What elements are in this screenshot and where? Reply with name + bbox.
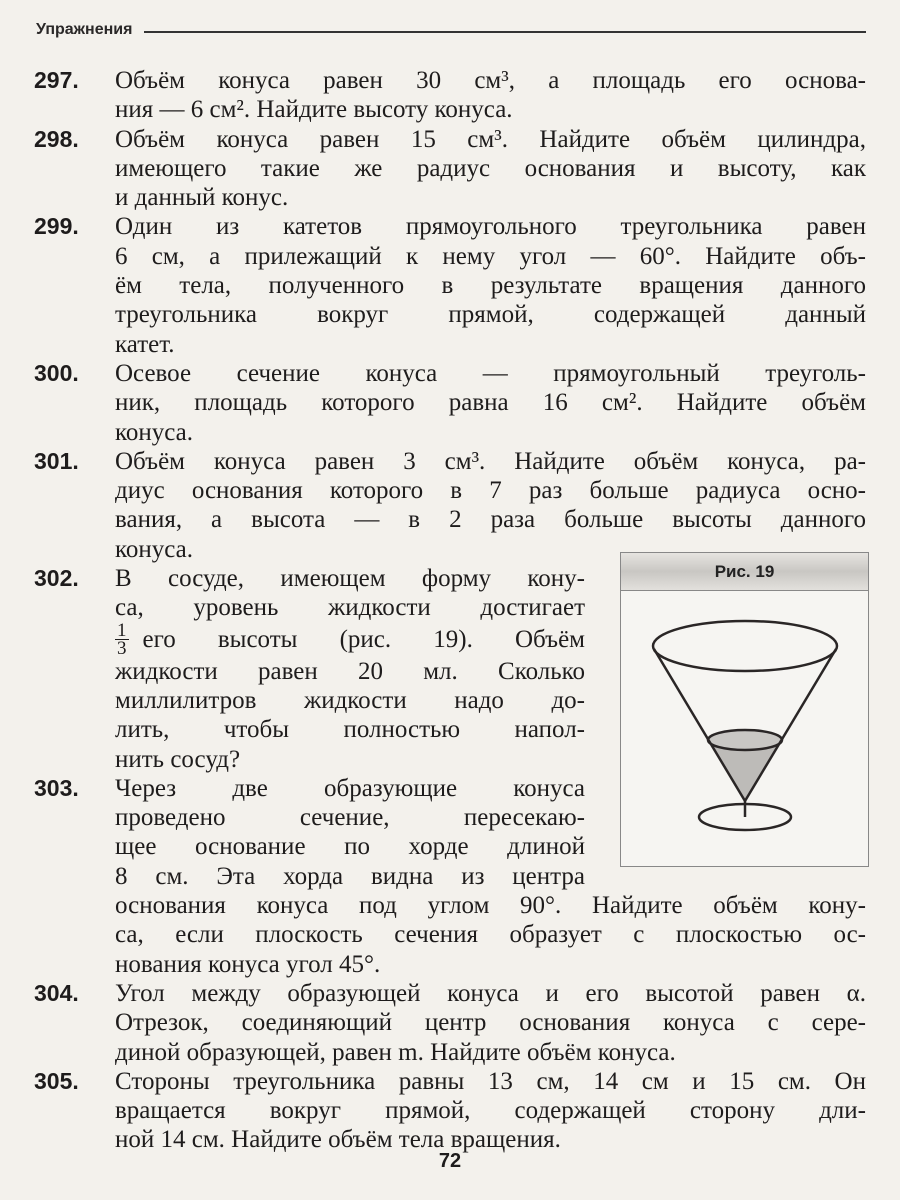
exercise-298 [34, 125, 866, 213]
exercise-line: Объём конуса равен 3 см³. Найдите объём конуса, ра- [115, 447, 866, 475]
exercise-line: са, если плоскость сечения образует с плоскостью ос- [115, 921, 866, 949]
exercise-line: и данный конус. [115, 184, 289, 212]
exercise-number: 300. [34, 359, 79, 386]
exercise-line: ём тела, полученного в результате вращения данного [115, 272, 866, 300]
exercise-297 [34, 66, 866, 125]
exercise-line: имеющего такие же радиус основания и высоту, как [115, 154, 866, 182]
cone-top-rim [653, 621, 837, 671]
exercise-line: Осевое сечение конуса — прямоугольный треуголь- [115, 359, 866, 387]
exercise-line: катет. [115, 330, 175, 358]
fraction-numerator: 1 [117, 620, 127, 642]
exercise-line: 6 см, а прилежащий к нему угол — 60°. Найдите объ- [115, 242, 866, 270]
exercise-line: ния — 6 см². Найдите высоту конуса. [115, 96, 513, 124]
exercise-line: треугольника вокруг прямой, содержащей данный [115, 301, 866, 329]
exercise-line: Один из катетов прямоугольного треугольника равен [115, 213, 866, 241]
exercise-number: 302. [34, 565, 79, 592]
exercise-line: основания конуса под углом 90°. Найдите объём кону- [115, 892, 866, 920]
exercise-line: щее основание по хорде длиной [115, 833, 585, 861]
liquid-surface [708, 730, 782, 750]
exercise-number: 297. [34, 67, 79, 93]
running-header [36, 18, 866, 42]
exercise-line: диной образующей, равен m. Найдите объём конуса. [115, 1038, 676, 1066]
line-text: его высоты (рис. 19). Объём [142, 625, 585, 653]
exercise-number: 303. [34, 774, 79, 801]
exercise-line: нования конуса угол 45°. [115, 950, 381, 978]
figure-caption: Рис. 19 [621, 553, 868, 591]
exercise-line: Стороны треугольника равны 13 см, 14 см и 15 см. Он [115, 1067, 866, 1095]
exercise-line: Через две образующие конуса [115, 774, 585, 802]
exercise-line: В сосуде, имеющем форму кону- [115, 565, 585, 593]
exercise-305 [34, 1067, 866, 1155]
exercise-line: диус основания которого в 7 раз больше радиуса осно- [115, 477, 866, 505]
section-title: Упражнения [36, 21, 133, 38]
exercise-line [115, 620, 585, 660]
exercise-299 [34, 212, 866, 358]
exercise-line: ник, площадь которого равна 16 см². Найдите объём [115, 389, 866, 417]
exercise-304 [34, 979, 866, 1067]
exercise-line: жидкости равен 20 мл. Сколько [115, 657, 585, 685]
header-rule [144, 31, 866, 33]
fraction [115, 620, 129, 660]
exercise-line: конуса. [115, 418, 194, 446]
exercise-line: Объём конуса равен 15 см³. Найдите объём цилиндра, [115, 125, 866, 153]
exercise-line: вращается вокруг прямой, содержащей сторону дли- [115, 1097, 866, 1125]
exercise-line: конуса. [115, 535, 194, 563]
page-number: 72 [438, 1150, 462, 1172]
exercise-number: 299. [34, 213, 79, 240]
fraction-denominator: 3 [117, 638, 127, 660]
exercise-line: Объём конуса равен 30 см³, а площадь его основа- [115, 67, 866, 94]
exercise-number: 304. [34, 979, 79, 1006]
exercise-line: вания, а высота — в 2 раза больше высоты данного [115, 506, 866, 534]
cone-vessel-illustration [621, 591, 868, 866]
exercise-line: 8 см. Эта хорда видна из центра [115, 862, 585, 890]
exercise-number: 301. [34, 447, 79, 474]
exercise-line: миллилитров жидкости надо до- [115, 686, 585, 714]
exercise-line: лить, чтобы полностью напол- [115, 716, 585, 744]
exercise-number: 298. [34, 125, 79, 152]
exercise-line: са, уровень жидкости достигает [115, 594, 585, 622]
exercise-line: Отрезок, соединяющий центр основания конуса с сере- [115, 1009, 866, 1037]
exercise-301 [34, 447, 866, 564]
exercise-line: проведено сечение, пересекаю- [115, 804, 585, 832]
exercise-300 [34, 359, 866, 447]
exercise-line: нить сосуд? [115, 745, 241, 773]
figure-19 [620, 552, 869, 867]
exercise-number: 305. [34, 1067, 79, 1094]
exercise-line: Угол между образующей конуса и его высотой равен α. [115, 979, 866, 1007]
exercise-line: ной 14 см. Найдите объём тела вращения. [115, 1126, 561, 1154]
